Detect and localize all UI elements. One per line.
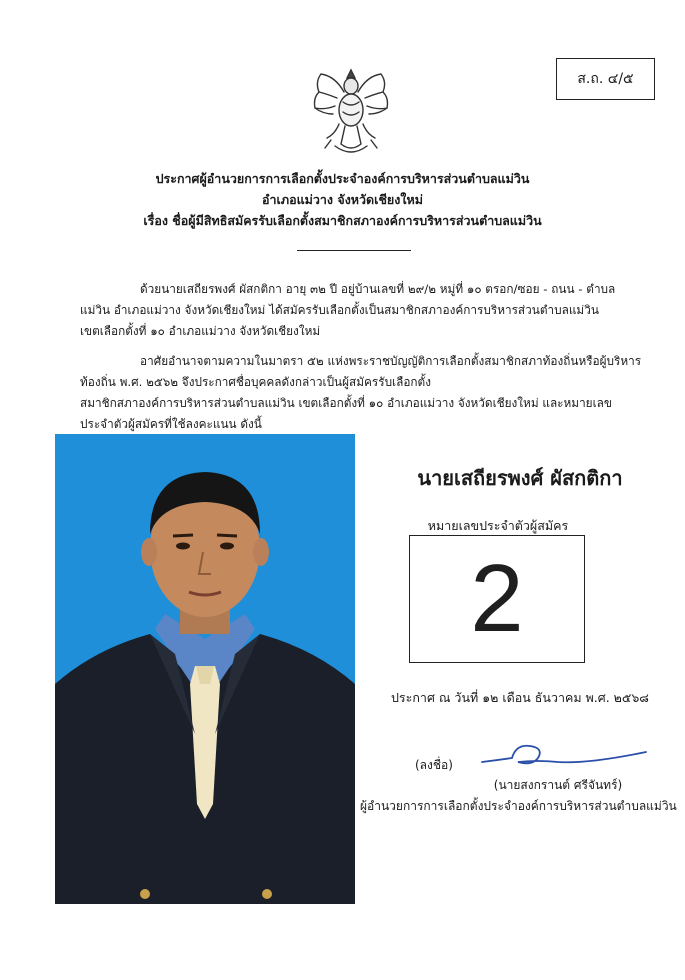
form-code: ส.ถ. ๔/๕ — [577, 71, 634, 87]
form-code-box — [556, 58, 655, 100]
heading-line-3: เรื่อง ชื่อผู้มีสิทธิสมัครรับเลือกตั้งสมาชิกสภาองค์การบริหารส่วนตำบลแม่วิน — [143, 213, 542, 228]
paragraph-2-line-2: ท้องถิ่น พ.ศ. ๒๕๖๒ จึงประกาศชื่อบุคคลดังกล่าวเป็นผู้สมัครรับเลือกตั้ง — [80, 375, 431, 389]
candidate-number-box — [409, 535, 585, 663]
signer-name: (นายสงกรานต์ ศรีจันทร์) — [493, 778, 623, 792]
paragraph-1-line-2: แม่วิน อำเภอแม่วาง จังหวัดเชียงใหม่ ได้สมัครรับเลือกตั้งเป็นสมาชิกสภาองค์การบริหารส่วนตำบลแม่วิน — [80, 303, 599, 317]
paragraph-1-line-1: ด้วยนายเสถียรพงศ์ ผัสกติกา อายุ ๓๒ ปี อยู่บ้านเลขที่ ๒๙/๒ หมู่ที่ ๑๐ ตรอก/ซอย - ถนน - ตำบล — [140, 282, 616, 296]
signature-mark — [478, 738, 650, 774]
announcement-date: ประกาศ ณ วันที่ ๑๒ เดือน ธันวาคม พ.ศ. ๒๕๖๘ — [391, 690, 649, 705]
paragraph-2-line-3: สมาชิกสภาองค์การบริหารส่วนตำบลแม่วิน เขตเลือกตั้งที่ ๑๐ อำเภอแม่วาง จังหวัดเชียงใหม่ และหมายเลข — [80, 396, 612, 410]
candidate-number: 2 — [470, 545, 524, 652]
heading-divider — [297, 250, 411, 251]
signer-title: ผู้อำนวยการการเลือกตั้งประจำองค์การบริหารส่วนตำบลแม่วิน — [360, 799, 677, 813]
paragraph-1-line-3: เขตเลือกตั้งที่ ๑๐ อำเภอแม่วาง จังหวัดเชียงใหม่ — [80, 324, 321, 338]
candidate-name: นายเสถียรพงศ์ ผัสกติกา — [417, 466, 623, 490]
paragraph-2-line-4: ประจำตัวผู้สมัครที่ใช้ลงคะแนน ดังนี้ — [80, 417, 262, 431]
paragraph-2-line-1: อาศัยอำนาจตามความในมาตรา ๕๒ แห่งพระราชบัญญัติการเลือกตั้งสมาชิกสภาท้องถิ่นหรือผู้บริหาร — [140, 354, 642, 368]
candidate-photo — [55, 434, 355, 904]
signature-label: (ลงชื่อ) — [415, 758, 453, 772]
heading-line-1: ประกาศผู้อำนวยการการเลือกตั้งประจำองค์การบริหารส่วนตำบลแม่วิน — [155, 171, 530, 186]
garuda-emblem-icon — [305, 62, 397, 158]
heading-line-2: อำเภอแม่วาง จังหวัดเชียงใหม่ — [262, 192, 423, 207]
candidate-number-label: หมายเลขประจำตัวผู้สมัคร — [427, 518, 569, 533]
